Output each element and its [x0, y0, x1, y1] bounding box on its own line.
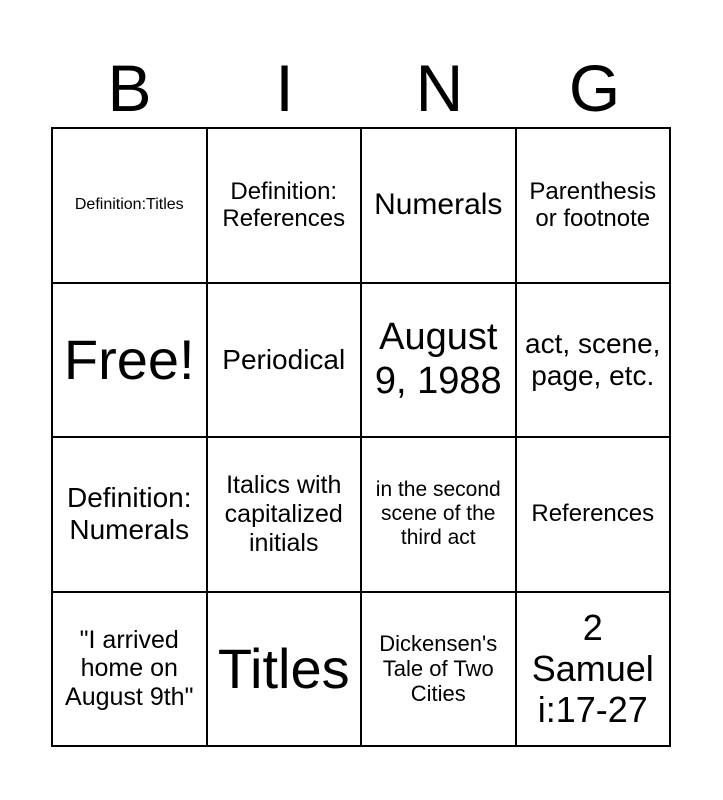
cell-label: Definition: References: [222, 177, 346, 233]
bingo-cell-1-4[interactable]: [516, 128, 671, 283]
bingo-cell-1-1[interactable]: [52, 128, 207, 283]
cell-label: Definition: Numerals: [66, 482, 192, 546]
header-letter-g: G: [568, 51, 621, 125]
header-letter-n: N: [415, 51, 464, 125]
cell-label: Italics with capitalized initials: [224, 471, 343, 557]
cell-label: Parenthesis or footnote: [529, 177, 657, 233]
cell-label: References: [531, 500, 655, 528]
cell-label: Dickensen's Tale of Two Cities: [379, 630, 498, 707]
bingo-cell-4-1[interactable]: [52, 592, 207, 747]
bingo-cell-3-4[interactable]: [516, 437, 671, 592]
cell-label: act, scene, page, etc.: [525, 327, 661, 391]
bingo-cell-4-4[interactable]: [516, 592, 671, 747]
cell-label: 2 Samuel i:17-27: [531, 606, 654, 731]
cell-label: in the second scene of the third act: [375, 478, 501, 550]
cell-label: Definition:Titles: [74, 196, 184, 214]
free-space-label: Free!: [63, 327, 195, 391]
cell-label: Titles: [217, 636, 350, 700]
bingo-cell-4-2[interactable]: [207, 592, 362, 747]
cell-label: "I arrived home on August 9th": [65, 625, 194, 712]
header-letter-b: B: [107, 51, 152, 125]
bingo-cell-4-3[interactable]: [361, 592, 516, 747]
header-letter-i: I: [275, 51, 294, 125]
cell-label: Numerals: [374, 188, 503, 221]
bingo-cell-1-2[interactable]: [207, 128, 362, 283]
bingo-cell-2-2[interactable]: [207, 283, 362, 438]
bingo-board: [51, 127, 671, 747]
bingo-cell-1-3[interactable]: [361, 128, 516, 283]
cell-label: Periodical: [222, 343, 346, 375]
bingo-cell-2-3[interactable]: [361, 283, 516, 438]
bingo-cell-3-2[interactable]: [207, 437, 362, 592]
bingo-cell-3-3[interactable]: [361, 437, 516, 592]
bingo-cell-2-4[interactable]: [516, 283, 671, 438]
bingo-cell-free[interactable]: [52, 283, 207, 438]
cell-label: August 9, 1988: [374, 316, 502, 402]
bingo-header: [52, 48, 672, 128]
bingo-cell-3-1[interactable]: [52, 437, 207, 592]
